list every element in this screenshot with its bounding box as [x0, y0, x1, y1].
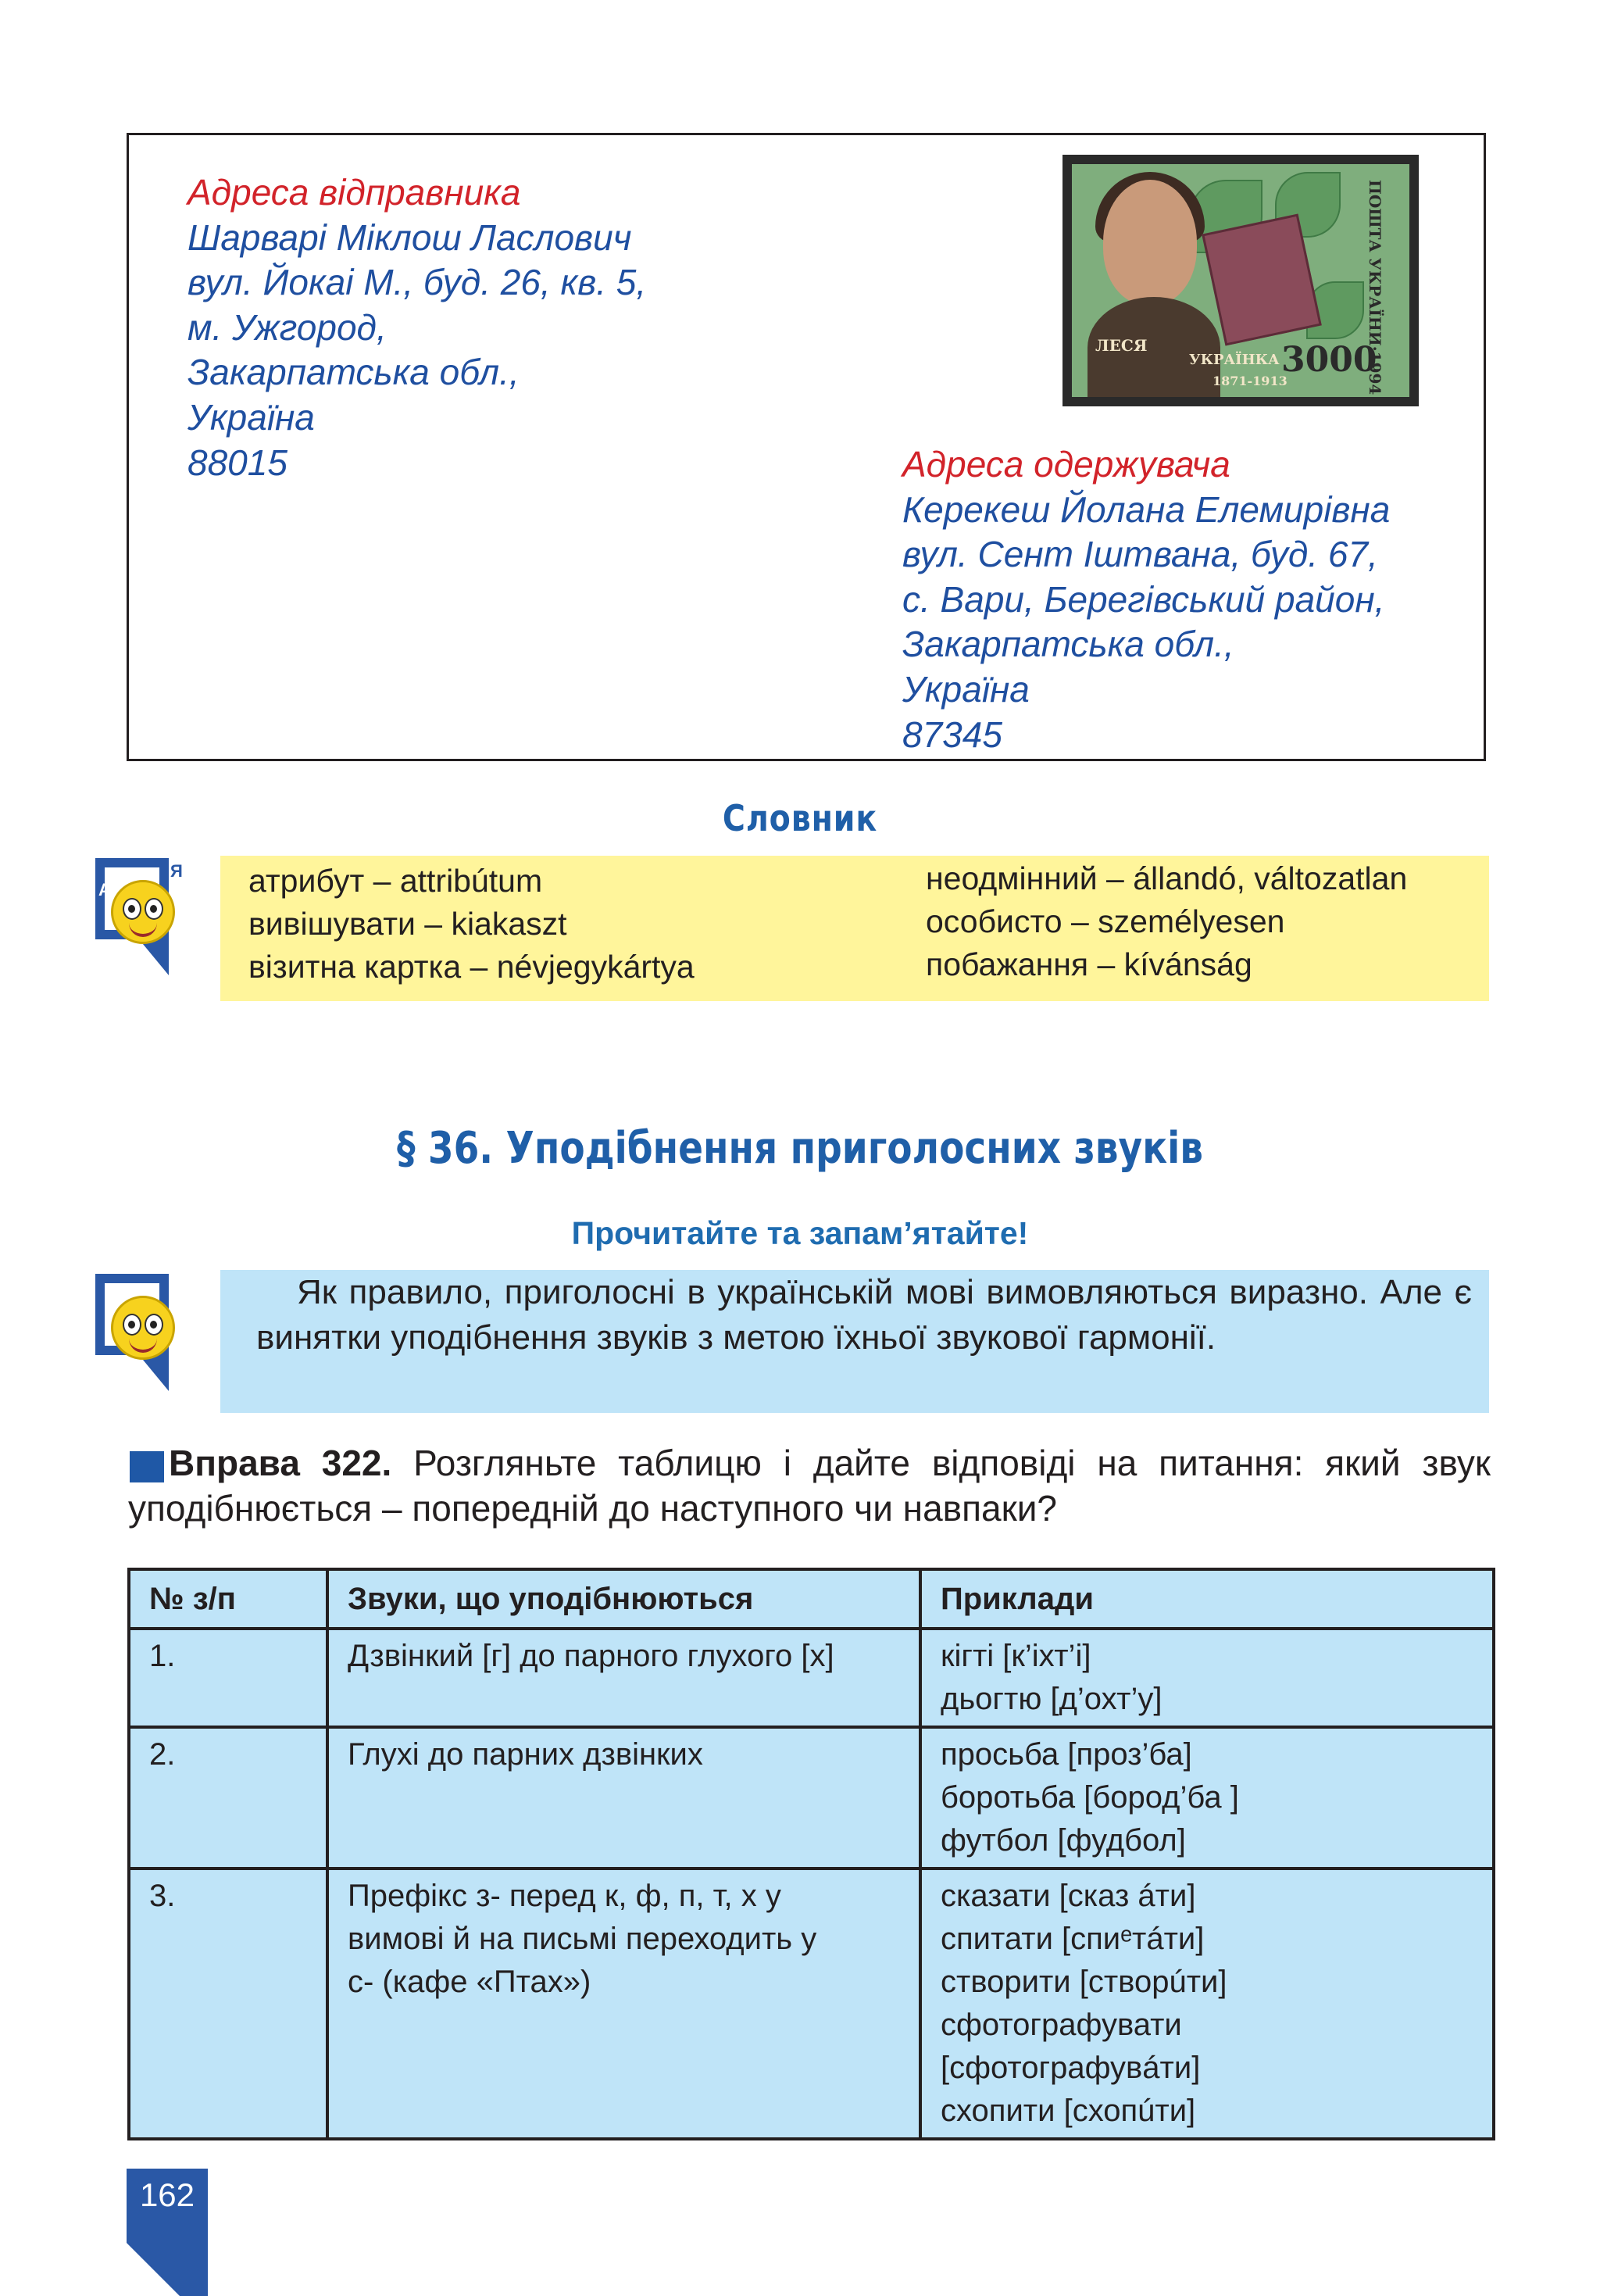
header-examples: Приклади — [941, 1581, 1094, 1616]
sender-name: Шарварі Міклош Ласлович — [188, 216, 632, 258]
row-example: схопити [схопúти] — [941, 2094, 1196, 2128]
row-example: просьба [проз’ба] — [941, 1737, 1192, 1772]
row-example: сказати [сказ áти] — [941, 1879, 1196, 1913]
dictionary-title: Словник — [722, 797, 878, 839]
dictionary-entry: візитна картка – névjegykártya — [248, 949, 695, 985]
sender-address — [188, 170, 646, 485]
sender-street: вул. Йокаі М., буд. 26, кв. 5, — [188, 262, 647, 303]
postage-stamp — [1062, 155, 1419, 406]
row-number: 3. — [149, 1879, 176, 1913]
recipient-village: с. Вари, Берегівський район, — [902, 578, 1385, 620]
stamp-name-surname: УКРАЇНКА — [1189, 352, 1280, 368]
table-header-row — [129, 1569, 1494, 1629]
row-number: 2. — [149, 1737, 176, 1772]
rule-text: Як правило, приголосні в українській мові вимовляються виразно. Але є винятки уподібнення звуків з метою їхньої звукової гармонії. — [256, 1273, 1472, 1357]
dictionary-left-column — [248, 860, 695, 989]
table-row — [129, 1727, 1494, 1869]
recipient-label: Адреса одержувача — [902, 444, 1230, 485]
stamp-value: 3000 — [1281, 340, 1377, 380]
row-example: створити [створúти] — [941, 1965, 1227, 1999]
dictionary-right-column — [926, 857, 1407, 986]
recipient-postcode: 87345 — [902, 713, 1002, 755]
row-description: Префікс з- перед к, ф, п, т, х у — [348, 1879, 781, 1913]
recipient-street: вул. Сент Іштвана, буд. 67, — [902, 534, 1378, 575]
dictionary-entry: вивішувати – kiakaszt — [248, 906, 567, 942]
dictionary-entry: побажання – kívánság — [926, 946, 1252, 982]
sender-city: м. Ужгород, — [188, 306, 387, 348]
dictionary-entry: атрибут – attribútum — [248, 863, 543, 899]
row-description: с- (кафе «Птах») — [348, 1965, 591, 1999]
recipient-address — [902, 442, 1390, 757]
read-remember-heading: Прочитайте та запам’ятайте! — [571, 1215, 1029, 1251]
row-example: спитати [спиᵉтáти] — [941, 1922, 1205, 1956]
page-number: 162 — [139, 2176, 195, 2213]
stamp-years: 1871-1913 — [1212, 374, 1288, 388]
row-description: Дзвінкий [г] до парного глухого [х] — [348, 1639, 834, 1673]
sender-label: Адреса відправника — [188, 172, 521, 213]
table-row — [129, 1869, 1494, 2139]
recipient-name: Керекеш Йолана Елемирівна — [902, 488, 1391, 530]
dictionary-entry: неодмінний – állandó, változatlan — [926, 860, 1408, 896]
dictionary-entry: особисто – személyesen — [926, 903, 1285, 939]
header-number: № з/п — [149, 1581, 236, 1616]
exercise-label: Вправа 322. — [169, 1443, 392, 1483]
exercise-text: Розгляньте таблицю і дайте відповіді на питання: який звук уподібнюється – попередній до наступного чи навпаки? — [128, 1443, 1491, 1529]
section-title: § 36. Уподібнення приголосних звуків — [396, 1123, 1204, 1174]
row-description: Глухі до парних дзвінких — [348, 1737, 703, 1772]
sender-country: Україна — [188, 396, 315, 438]
sender-region: Закарпатська обл., — [188, 352, 520, 393]
row-example: [сфотографувáти] — [941, 2051, 1201, 2085]
row-description: вимові й на письмі переходить у — [348, 1922, 817, 1956]
page-corner-icon — [127, 2243, 180, 2296]
stamp-country: ПОШТА УКРАЇНИ·1994 — [1366, 180, 1384, 395]
recipient-region: Закарпатська обл., — [902, 624, 1234, 665]
row-example: дьогтю [д’охт’у] — [941, 1682, 1162, 1716]
stamp-name: ЛЕСЯ — [1095, 336, 1148, 355]
header-sounds: Звуки, що уподібнюються — [348, 1581, 754, 1616]
row-example: кігті [к’іхт’і] — [941, 1639, 1091, 1673]
row-number: 1. — [149, 1639, 176, 1673]
assimilation-table — [127, 1568, 1495, 2140]
row-example: боротьба [бород’ба ] — [941, 1780, 1239, 1815]
sender-postcode: 88015 — [188, 442, 288, 483]
exercise-instruction — [128, 1440, 1491, 1531]
table-row — [129, 1629, 1494, 1727]
row-example: сфотографувати — [941, 2008, 1182, 2042]
stamp-image — [1072, 164, 1409, 397]
recipient-country: Україна — [902, 668, 1030, 710]
row-example: футбол [фудбол] — [941, 1823, 1186, 1858]
